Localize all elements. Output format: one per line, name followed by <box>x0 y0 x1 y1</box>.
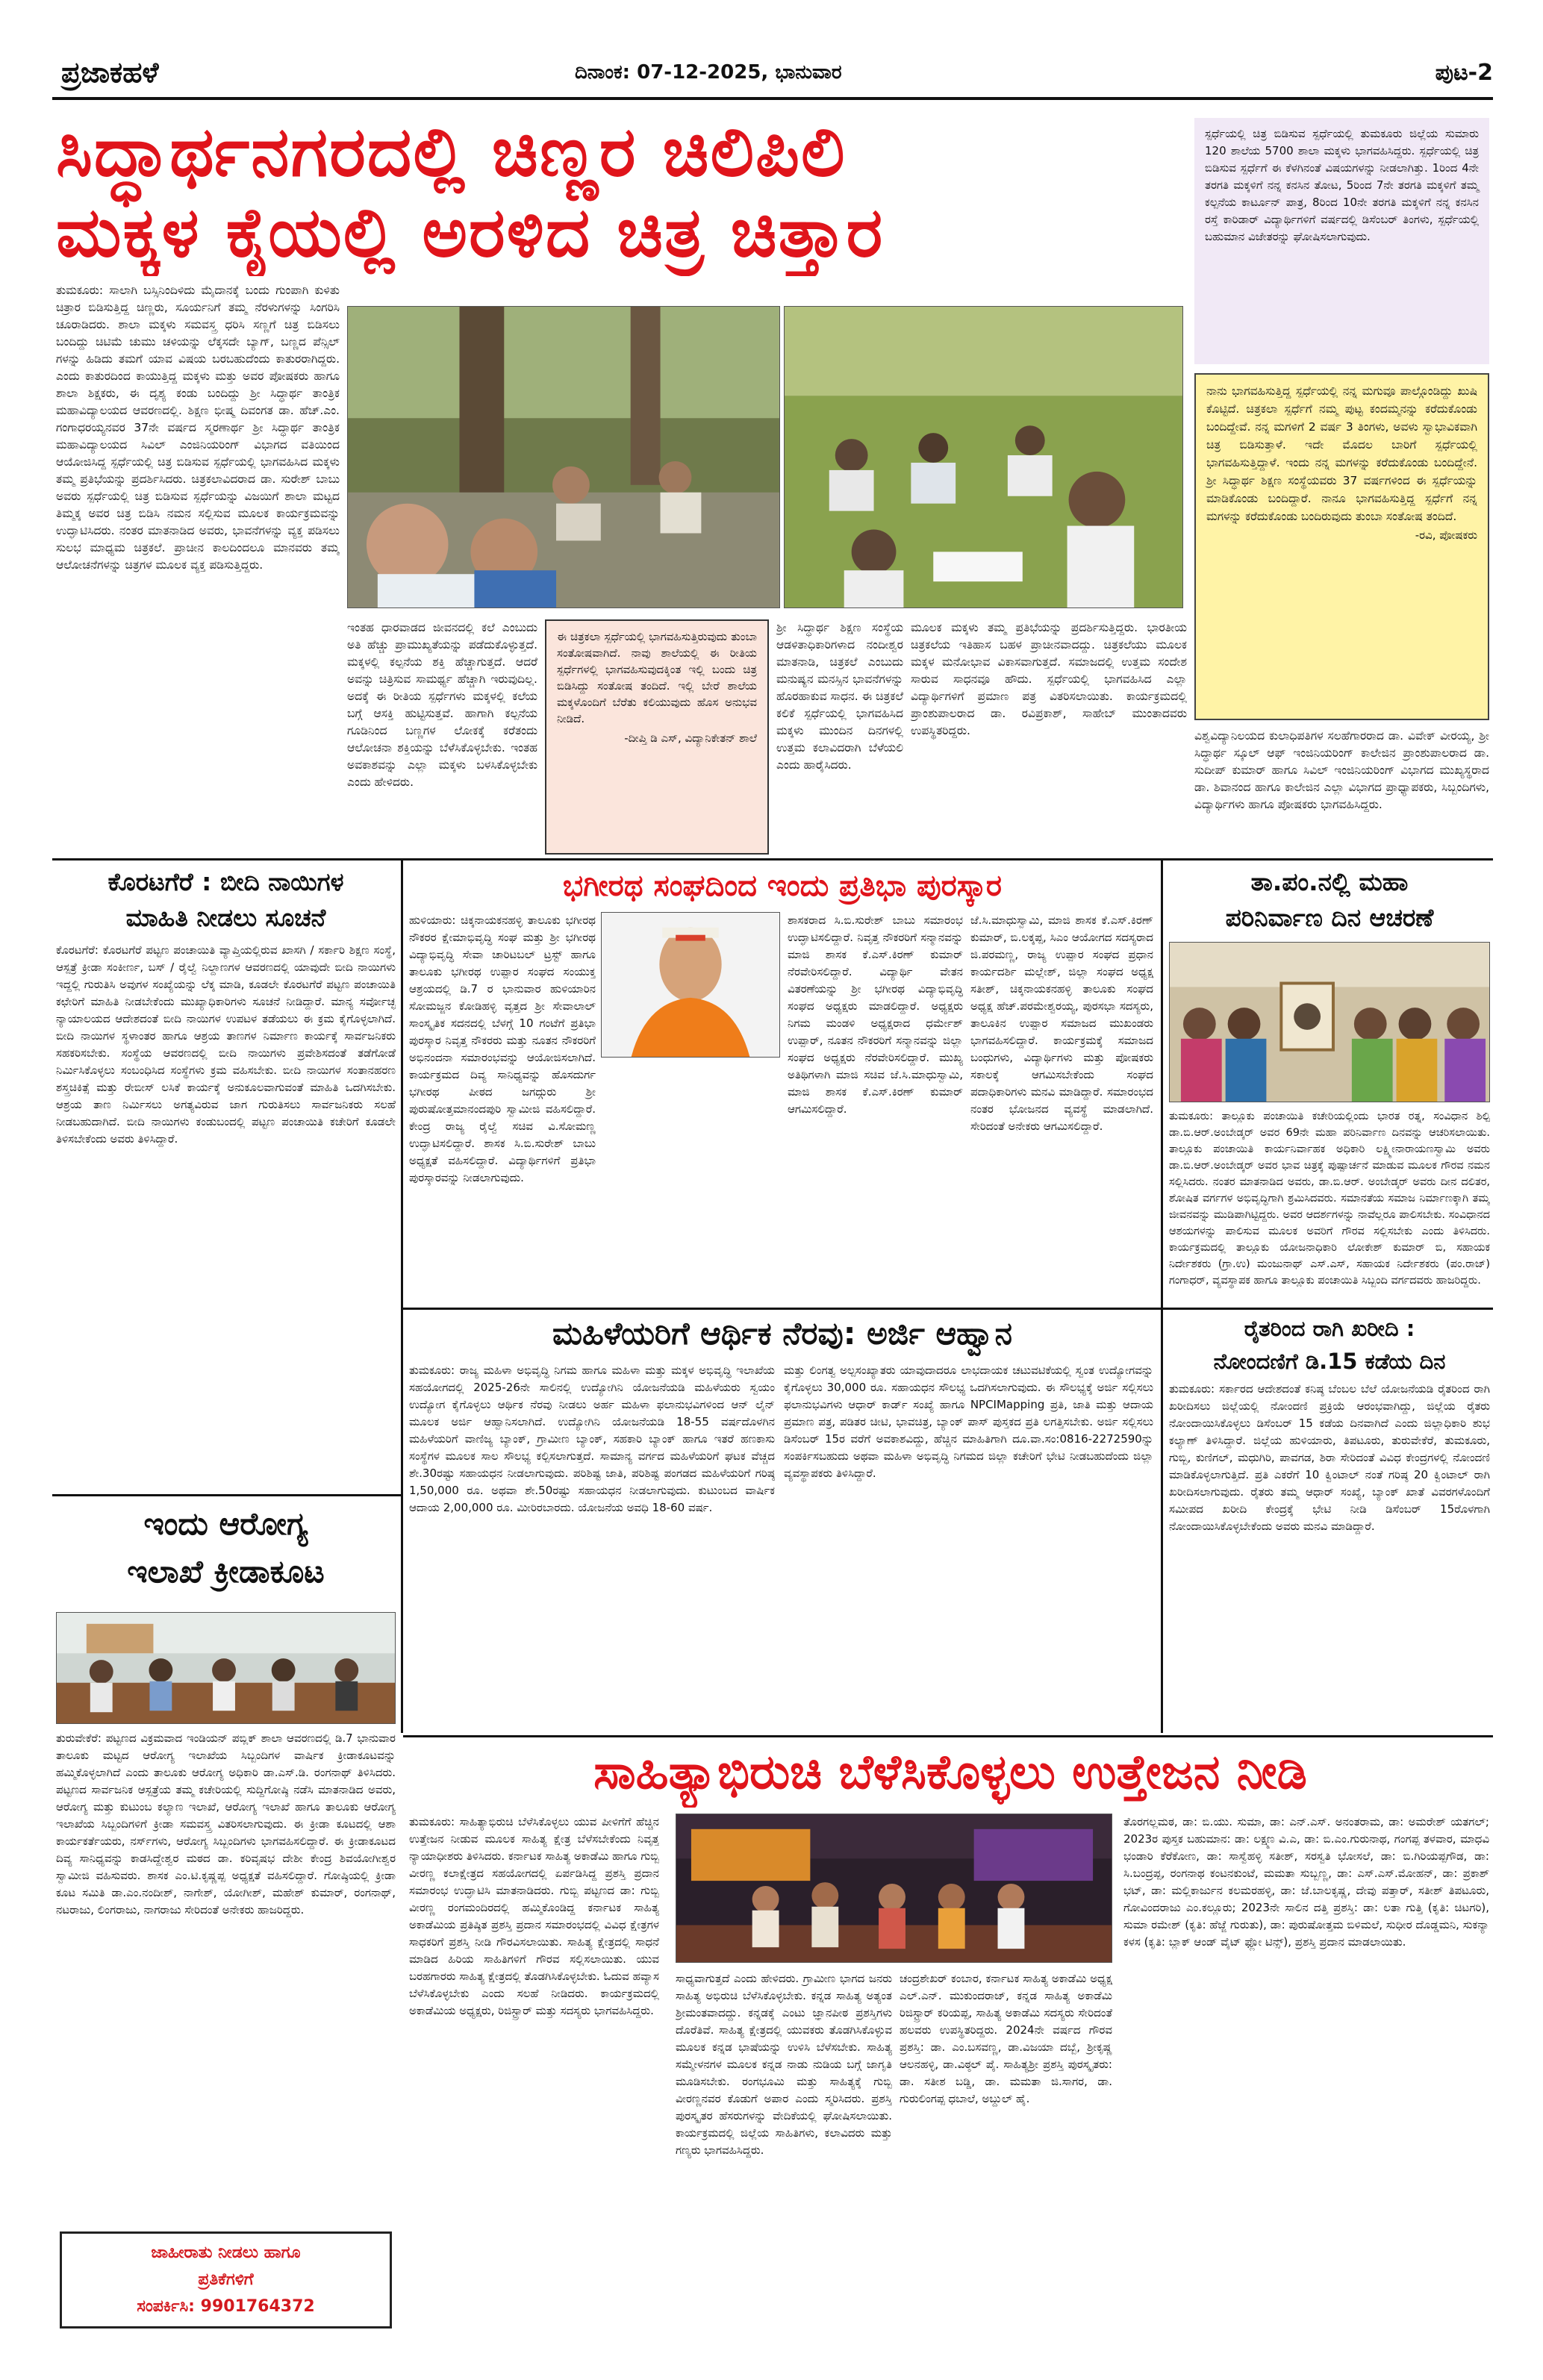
masthead <box>52 51 1493 96</box>
lead-right-top <box>1194 118 1489 364</box>
swamiji-photo <box>601 912 780 1058</box>
literature-heading: ಸಾಹಿತ್ಯಾಭಿರುಚಿ ಬೆಳೆಸಿಕೊಳ್ಳಲು ಉತ್ತೇಜನ ನೀಡಿ <box>593 1745 1307 1800</box>
lead-body-mid2: ಶ್ರೀ ಸಿದ್ಧಾರ್ಥ ಶಿಕ್ಷಣ ಸಂಸ್ಥೆಯ ಆಡಳಿತಾಧಿಕಾರಿಗಳಾದ ನಂದೀಶ್ವರ ಮಾತನಾಡಿ, ಚಿತ್ರಕಲೆ ಎಂಬುದು ಮನುಷ್ಯನ ಮನಸ್ಸಿನ ಭಾವನೆಗಳನ್ನು ಹೊರಹಾಕುವ ಸಾಧನ. ಈ ಚಿತ್ರಕಲೆ ಕಲಿಕೆ ಸ್ಪರ್ಧೆಯಲ್ಲಿ ಭಾಗವಹಿಸಿದ ಮಕ್ಕಳು ಮುಂದಿನ ದಿನಗಳಲ್ಲಿ ಉತ್ತಮ ಕಲಾವಿದರಾಗಿ ಬೆಳೆಯಲಿ ಎಂದು ಹಾರೈಸಿದರು. <box>776 621 903 772</box>
parinirvana-body: ತುಮಕೂರು: ತಾಲ್ಲೂಕು ಪಂಚಾಯಿತಿ ಕಚೇರಿಯಲ್ಲಿಂದು ಭಾರತ ರತ್ನ, ಸಂವಿಧಾನ ಶಿಲ್ಪಿ ಡಾ.ಬಿ.ಆರ್.ಅಂಬೇಡ್ಕರ್ ಅವರ 69ನೇ ಮಹಾ ಪರಿನಿರ್ವಾಣ ದಿನವನ್ನು ಆಚರಿಸಲಾಯಿತು. ತಾಲ್ಲೂಕು ಪಂಚಾಯಿತಿ ಕಾರ್ಯನಿರ್ವಾಹಕ ಅಧಿಕಾರಿ ಲಕ್ಷ್ಮೀನಾರಾಯಣಸ್ವಾಮಿ ಅವರು ಡಾ.ಬಿ.ಆರ್.ಅಂಬೇಡ್ಕರ್ ಅವರ ಭಾವ ಚಿತ್ರಕ್ಕೆ ಪುಷ್ಪಾರ್ಚನೆ ಮಾಡುವ ಮೂಲಕ ಗೌರವ ನಮನ ಸಲ್ಲಿಸಿದರು. ನಂತರ ಮಾತನಾಡಿದ ಅವರು, ಡಾ.ಬಿ.ಆರ್. ಅಂಬೇಡ್ಕರ್ ಅವರು ದೀನ ದಲಿತರ, ಶೋಷಿತ ವರ್ಗಗಳ ಅಭಿವೃದ್ಧಿಗಾಗಿ ಶ್ರಮಿಸಿದವರು. ಸಮಾನತೆಯ ಸಮಾಜ ನಿರ್ಮಾಣಕ್ಕಾಗಿ ತಮ್ಮ ಜೀವನವನ್ನು ಮುಡಿಪಾಗಿಟ್ಟಿದ್ದರು. ಅವರ ಆದರ್ಶಗಳನ್ನು ನಾವೆಲ್ಲರೂ ಪಾಲಿಸಬೇಕು. ಸಂವಿಧಾನದ ಆಶಯಗಳನ್ನು ಪಾಲಿಸುವ ಮೂಲಕ ಅವರಿಗೆ ಗೌರವ ಸಲ್ಲಿಸಬೇಕು ಎಂದು ತಿಳಿಸಿದರು. ಕಾರ್ಯಕ್ರಮದಲ್ಲಿ ತಾಲ್ಲೂಕು ಯೋಜನಾಧಿಕಾರಿ ಲೋಕೇಶ್ ಕುಮಾರ್ ಬಿ, ಸಹಾಯಕ ನಿರ್ದೇಶಕರು (ಗ್ರಾ.ಉ) ಮಂಜುನಾಥ್ ಎಸ್.ಎಸ್, ಸಹಾಯಕ ನಿರ್ದೇಶಕರು (ಪಂ.ರಾಜ್) ಗಂಗಾಧರ್, ವ್ಯವಸ್ಥಾಪಕ ಹಾಗೂ ತಾಲ್ಲೂಕು ಪಂಚಾಯಿತಿ ಸಿಬ್ಬಂದಿ ವರ್ಗದವರು ಹಾಜರಿದ್ದರು. <box>1169 1111 1490 1287</box>
col-rule-2 <box>1161 860 1163 1733</box>
bhagiratha-heading: ಭಗೀರಥ ಸಂಘದಿಂದ ಇಂದು ಪ್ರತಿಭಾ ಪುರಸ್ಕಾರ <box>562 869 1003 903</box>
ragi-body: ತುಮಕೂರು: ಸರ್ಕಾರದ ಆದೇಶದಂತೆ ಕನಿಷ್ಠ ಬೆಂಬಲ ಬೆಲೆ ಯೋಜನೆಯಡಿ ರೈತರಿಂದ ರಾಗಿ ಖರೀದಿಸಲು ಜಿಲ್ಲೆಯಲ್ಲಿ ನೋಂದಣಿ ಪ್ರಕ್ರಿಯೆ ಆರಂಭವಾಗಿದ್ದು, ಜಿಲ್ಲೆಯ ರೈತರು ನೋಂದಾಯಿಸಿಕೊಳ್ಳಲು ಡಿಸೆಂಬರ್ 15 ಕಡೆಯ ದಿನವಾಗಿದೆ ಎಂದು ಜಿಲ್ಲಾಧಿಕಾರಿ ಶುಭ ಕಲ್ಯಾಣ್ ತಿಳಿಸಿದ್ದಾರೆ. ಜಿಲ್ಲೆಯ ಹುಳಿಯಾರು, ತಿಪಟೂರು, ತುರುವೇಕೆರೆ, ತುಮಕೂರು, ಗುಬ್ಬಿ, ಕುಣಿಗಲ್, ಮಧುಗಿರಿ, ಪಾವಗಡ, ಶಿರಾ ಸೇರಿದಂತೆ ವಿವಿಧ ಕೇಂದ್ರಗಳಲ್ಲಿ ನೋಂದಣಿ ಮಾಡಿಕೊಳ್ಳಲಾಗುತ್ತಿದೆ. ಪ್ರತಿ ಎಕರೆಗೆ 10 ಕ್ವಿಂಟಾಲ್ ನಂತೆ ಗರಿಷ್ಠ 20 ಕ್ವಿಂಟಾಲ್ ರಾಗಿ ಖರೀದಿಸಲಾಗುವುದು. ರೈತರು ತಮ್ಮ ಆಧಾರ್ ಸಂಖ್ಯೆ, ಬ್ಯಾಂಕ್ ಖಾತೆ ವಿವರಗಳೊಂದಿಗೆ ಸಮೀಪದ ಖರೀದಿ ಕೇಂದ್ರಕ್ಕೆ ಭೇಟಿ ನೀಡಿ ಡಿಸೆಂಬರ್ 15ರೊಳಗಾಗಿ ನೋಂದಾಯಿಸಿಕೊಳ್ಳಬೇಕೆಂದು ಅವರು ಮನವಿ ಮಾಡಿದ್ದಾರೆ. <box>1169 1382 1490 1533</box>
lead-photo-left <box>347 306 780 608</box>
lead-right-bottom: ವಿಶ್ವವಿದ್ಯಾನಿಲಯದ ಕುಲಾಧಿಪತಿಗಳ ಸಲಹೆಗಾರರಾದ ಡಾ. ವಿವೇಕ್ ವೀರಯ್ಯ, ಶ್ರೀ ಸಿದ್ಧಾರ್ಥ ಸ್ಕೂಲ್ ಆಫ್ ಇಂಜಿನಿಯರಿಂಗ್ ಕಾಲೇಜಿನ ಪ್ರಾಂಶುಪಾಲರಾದ ಡಾ. ಸುದೀಪ್ ಕುಮಾರ್ ಹಾಗೂ ಸಿವಿಲ್ ಇಂಜಿನಿಯರಿಂಗ್ ವಿಭಾಗದ ಮುಖ್ಯಸ್ಥರಾದ ಡಾ. ಶಿವಾನಂದ ಹಾಗೂ ಕಾಲೇಜಿನ ಎಲ್ಲಾ ವಿಭಾಗದ ಪ್ರಾಧ್ಯಾಪಕರು, ಸಿಬ್ಬಂದಿಗಳು, ವಿದ್ಯಾರ್ಥಿಗಳು ಹಾಗೂ ಪೋಷಕರು ಭಾಗವಹಿಸಿದ್ದರು. <box>1194 729 1489 811</box>
ragi-heading-line2: ನೋಂದಣಿಗೆ ಡಿ.15 ಕಡೆಯ ದಿನ <box>1213 1349 1446 1372</box>
ad-line3: ಸಂಪರ್ಕಿಸಿ: 9901764372 <box>137 2297 315 2316</box>
page-number: ಪುಟ-2 <box>1435 60 1493 86</box>
ad-box <box>60 2231 392 2329</box>
bhagiratha-body-left: ಹುಳಿಯಾರು: ಚಿಕ್ಕನಾಯಕನಹಳ್ಳಿ ತಾಲೂಕು ಭಗೀರಥ ನೌಕರರ ಕ್ಷೇಮಾಭಿವೃದ್ಧಿ ಸಂಘ ಮತ್ತು ಶ್ರೀ ಭಗೀರಥ ವಿದ್ಯಾಭಿವೃದ್ಧಿ ಸೇವಾ ಚಾರಿಟಬಲ್ ಟ್ರಸ್ಟ್ ಹಾಗೂ ತಾಲೂಕು ಭಗೀರಥ ಉಪ್ಪಾರ ಸಂಘದ ಸಂಯುಕ್ತ ಆಶ್ರಯದಲ್ಲಿ ಡಿ.7 ರ ಭಾನುವಾರ ಹುಳಿಯಾರಿನ ಸೋಮಜ್ಜನ ಕೋಡಿಹಳ್ಳಿ ವೃತ್ತದ ಶ್ರೀ ಸೇವಾಲಾಲ್ ಸಾಂಸ್ಕೃತಿಕ ಸದನದಲ್ಲಿ ಬೆಳಗ್ಗೆ 10 ಗಂಟೆಗೆ ಪ್ರತಿಭಾ ಪುರಸ್ಕಾರ ನಿವೃತ್ತ ನೌಕರರು ಮತ್ತು ನೂತನ ನೌಕರರಿಗೆ ಅಭಿನಂದನಾ ಸಮಾರಂಭವನ್ನು ಆಯೋಜಿಸಲಾಗಿದೆ. ಕಾರ್ಯಕ್ರಮದ ದಿವ್ಯ ಸಾನಿಧ್ಯವನ್ನು ಹೊಸದುರ್ಗ ಭಗೀರಥ ಪೀಠದ ಜಗದ್ಗುರು ಶ್ರೀ ಪುರುಷೋತ್ತಮಾನಂದಪುರಿ ಸ್ವಾಮೀಜಿ ವಹಿಸಲಿದ್ದಾರೆ. ಕೇಂದ್ರ ರಾಜ್ಯ ರೈಲ್ವೆ ಸಚಿವ ವಿ.ಸೋಮಣ್ಣ ಉದ್ಘಾಟಿಸಲಿದ್ದಾರೆ. ಶಾಸಕ ಸಿ.ಬಿ.ಸುರೇಶ್ ಬಾಬು ಅಧ್ಯಕ್ಷತೆ ವಹಿಸಲಿದ್ದಾರೆ. ವಿದ್ಯಾರ್ಥಿಗಳಿಗೆ ಪ್ರತಿಭಾ ಪುರಸ್ಕಾರವನ್ನು ನೀಡಲಾಗುವುದು. <box>409 913 596 1184</box>
dogs-heading-line1: ಕೊರಟಗೆರೆ : ಬೀದಿ ನಾಯಿಗಳ <box>107 867 344 896</box>
ragi-heading-line1: ರೈತರಿಂದ ರಾಗಿ ಖರೀದಿ : <box>1244 1316 1415 1341</box>
paper-name: ಪ್ರಜಾಕಹಳೆ <box>61 55 159 89</box>
women-body-right: ಮತ್ತು ಲಿಂಗತ್ವ ಅಲ್ಪಸಂಖ್ಯಾತರು ಯಾವುದಾದರೂ ಲಾಭದಾಯಕ ಚಟುವಟಿಕೆಯಲ್ಲಿ ಸ್ವಂತ ಉದ್ಯೋಗವನ್ನು ಕೈಗೊಳ್ಳಲು 30,000 ರೂ. ಸಹಾಯಧನ ಸೌಲಭ್ಯ ಒದಗಿಸಲಾಗುವುದು. ಈ ಸೌಲಭ್ಯಕ್ಕೆ ಅರ್ಜಿ ಸಲ್ಲಿಸಲು ಫಲಾನುಭವಿಗಳು ಆಧಾರ್ ಕಾರ್ಡ್ ಸಂಖ್ಯೆ ಹಾಗೂ NPCIMapping ಪ್ರತಿ, ಜಾತಿ ಮತ್ತು ಆದಾಯ ಪ್ರಮಾಣ ಪತ್ರ, ಪಡಿತರ ಚೀಟಿ, ಭಾವಚಿತ್ರ, ಬ್ಯಾಂಕ್ ಪಾಸ್ ಪುಸ್ತಕದ ಪ್ರತಿ ಲಗತ್ತಿಸಬೇಕು. ಅರ್ಜಿ ಸಲ್ಲಿಸಲು ಡಿಸೆಂಬರ್ 15ರ ವರೆಗೆ ಅವಕಾಶವಿದ್ದು, ಹೆಚ್ಚಿನ ಮಾಹಿತಿಗಾಗಿ ದೂ.ವಾ.ಸಂ:0816-2272590ನ್ನು ಸಂಪರ್ಕಿಸಬಹುದು ಅಥವಾ ಮಹಿಳಾ ಅಭಿವೃದ್ಧಿ ನಿಗಮದ ಜಿಲ್ಲಾ ಕಚೇರಿಗೆ ಭೇಟಿ ನೀಡಬಹುದೆಂದು ಜಿಲ್ಲಾ ವ್ಯವಸ್ಥಾಪಕರು ತಿಳಿಸಿದ್ದಾರೆ. <box>784 1364 1153 1480</box>
lead-yellow-author: -ರವಿ, ಪೋಷಕರು <box>1415 528 1477 542</box>
lead-right-top-text: ಸ್ಪರ್ಧೆಯಲ್ಲಿ ಚಿತ್ರ ಬಿಡಿಸುವ ಸ್ಪರ್ಧೆಯಲ್ಲಿ ತುಮಕೂರು ಜಿಲ್ಲೆಯ ಸುಮಾರು 120 ಶಾಲೆಯ 5700 ಶಾಲಾ ಮಕ್ಕಳು ಭಾಗವಹಿಸಿದ್ದರು. ಸ್ಪರ್ಧೆಯಲ್ಲಿ ಚಿತ್ರ ಬಿಡಿಸುವ ಸ್ಪರ್ಧೆಗೆ ಈ ಕೆಳಗಿನಂತೆ ವಿಷಯಗಳನ್ನು ನೀಡಲಾಗಿತ್ತು. 1ರಿಂದ 4ನೇ ತರಗತಿ ಮಕ್ಕಳಿಗೆ ನನ್ನ ಕನಸಿನ ತೋಟ, 5ರಿಂದ 7ನೇ ತರಗತಿ ಮಕ್ಕಳಿಗೆ ತಮ್ಮ ಕಲ್ಪನೆಯ ಕಾರ್ಟೂನ್ ಪಾತ್ರ, 8ರಿಂದ 10ನೇ ತರಗತಿ ಮಕ್ಕಳಿಗೆ ನನ್ನ ಕನಸಿನ ರಸ್ತೆ ಕಾರಿಡಾರ್ ವಿದ್ಯಾರ್ಥಿಗಳಿಗೆ ವರ್ಷದಲ್ಲಿ ಡಿಸೆಂಬರ್ ತಿಂಗಳು, ಸ್ಪರ್ಧೆಯಲ್ಲಿ ಬಹುಮಾನ ವಿಜೇತರನ್ನು ಘೋಷಿಸಲಾಗುವುದು. <box>1205 127 1479 243</box>
dogs-body: ಕೊರಟಗೆರೆ: ಕೊರಟಗೆರೆ ಪಟ್ಟಣ ಪಂಚಾಯಿತಿ ವ್ಯಾಪ್ತಿಯಲ್ಲಿರುವ ಖಾಸಗಿ / ಸರ್ಕಾರಿ ಶಿಕ್ಷಣ ಸಂಸ್ಥೆ, ಆಸ್ಪತ್ರೆ ಕ್ರೀಡಾ ಸಂಕೀರ್ಣ, ಬಸ್ / ರೈಲ್ವೆ ನಿಲ್ದಾಣಗಳ ಆವರಣದಲ್ಲಿ ಯಾವುದೇ ಬೀದಿ ನಾಯಿಗಳು ಇದ್ದಲ್ಲಿ ಗುರುತಿಸಿ ಅವುಗಳ ಸಂಖ್ಯೆಯನ್ನು ಲೆಕ್ಕ ಮಾಡಿ, ಕೂಡಲೇ ಕೊರಟಗೆರೆ ಪಟ್ಟಣ ಪಂಚಾಯಿತಿ ಕಛೇರಿಗೆ ಮಾಹಿತಿ ನೀಡಬೇಕೆಂದು ಮುಖ್ಯಾಧಿಕಾರಿಗಳು ಸೂಚನೆ ನೀಡಿದ್ದಾರೆ. ಮಾನ್ಯ ಸರ್ವೋಚ್ಛ ನ್ಯಾಯಾಲಯದ ಆದೇಶದಂತೆ ಬೀದಿ ನಾಯಿಗಳ ಉಪಟಳ ತಡೆಯಲು ಈ ಕ್ರಮ ಕೈಗೊಳ್ಳಲಾಗಿದೆ. ಬೀದಿ ನಾಯಿಗಳ ಸ್ಥಳಾಂತರ ಹಾಗೂ ಆಶ್ರಯ ತಾಣಗಳ ನಿರ್ಮಾಣ ಕಾರ್ಯಕ್ಕೆ ಸಾರ್ವಜನಿಕರು ಸಹಕರಿಸಬೇಕು. ಸಂಸ್ಥೆಯ ಆವರಣದಲ್ಲಿ ಬೀದಿ ನಾಯಿಗಳು ಪ್ರವೇಶಿಸದಂತೆ ತಡೆಗೋಡೆ ನಿರ್ಮಿಸಿಕೊಳ್ಳಲು ಸಂಬಂಧಿಸಿದ ಸಂಸ್ಥೆಗಳು ಕ್ರಮ ವಹಿಸಬೇಕು. ಬೀದಿ ನಾಯಿಗಳ ಸಂತಾನಹರಣ ಶಸ್ತ್ರಚಿಕಿತ್ಸೆ ಮತ್ತು ರೇಬೀಸ್ ಲಸಿಕೆ ಕಾರ್ಯಕ್ಕೆ ಅನುಕೂಲವಾಗುವಂತೆ ಮಾಹಿತಿ ಒದಗಿಸಬೇಕು. ಆಶ್ರಯ ತಾಣ ನಿರ್ಮಿಸಲು ಅಗತ್ಯವಿರುವ ಜಾಗ ಗುರುತಿಸಲು ಸಾರ್ವಜನಿಕರು ಸಲಹೆ ನೀಡಬಹುದಾಗಿದೆ. ಬೀದಿ ನಾಯಿಗಳು ಕಂಡುಬಂದಲ್ಲಿ ಪಟ್ಟಣ ಪಂಚಾಯಿತಿ ಕಚೇರಿಗೆ ಕೂಡಲೇ ತಿಳಿಸಬೇಕೆಂದು ಅವರು ತಿಳಿಸಿದ್ದಾರೆ. <box>56 943 396 1146</box>
lead-photo-right <box>784 306 1183 608</box>
lead-yellow-box <box>1194 373 1489 720</box>
lead-headline-line1: ಸಿದ್ಧಾರ್ಥನಗರದಲ್ಲಿ ಚಿಣ್ಣರ ಚಿಲಿಪಿಲಿ <box>56 112 847 192</box>
literature-body-left: ತುಮಕೂರು: ಸಾಹಿತ್ಯಾಭಿರುಚಿ ಬೆಳೆಸಿಕೊಳ್ಳಲು ಯುವ ಪೀಳಿಗೆಗೆ ಹೆಚ್ಚಿನ ಉತ್ತೇಜನ ನೀಡುವ ಮೂಲಕ ಸಾಹಿತ್ಯ ಕ್ಷೇತ್ರ ಬೆಳೆಸಬೇಕೆಂದು ನಿವೃತ್ತ ನ್ಯಾಯಾಧೀಶರು ತಿಳಿಸಿದರು. ಕರ್ನಾಟಕ ಸಾಹಿತ್ಯ ಅಕಾಡೆಮಿ ಹಾಗೂ ಗುಬ್ಬಿ ವೀರಣ್ಣ ಕಲಾಕ್ಷೇತ್ರದ ಸಹಯೋಗದಲ್ಲಿ ಏರ್ಪಡಿಸಿದ್ದ ಪ್ರಶಸ್ತಿ ಪ್ರದಾನ ಸಮಾರಂಭ ಉದ್ಘಾಟಿಸಿ ಮಾತನಾಡಿದರು. ಗುಬ್ಬಿ ಪಟ್ಟಣದ ಡಾ: ಗುಬ್ಬಿ ವೀರಣ್ಣ ರಂಗಮಂದಿರದಲ್ಲಿ ಹಮ್ಮಿಕೊಂಡಿದ್ದ ಕರ್ನಾಟಕ ಸಾಹಿತ್ಯ ಅಕಾಡೆಮಿಯ ಪ್ರತಿಷ್ಠಿತ ಪ್ರಶಸ್ತಿ ಪ್ರದಾನ ಸಮಾರಂಭದಲ್ಲಿ ವಿವಿಧ ಕ್ಷೇತ್ರಗಳ ಸಾಧಕರಿಗೆ ಪ್ರಶಸ್ತಿ ನೀಡಿ ಗೌರವಿಸಲಾಯಿತು. ಸಾಹಿತ್ಯ ಕ್ಷೇತ್ರದಲ್ಲಿ ಸಾಧನೆ ಮಾಡಿದ ಹಿರಿಯ ಸಾಹಿತಿಗಳಿಗೆ ಗೌರವ ಸಲ್ಲಿಸಲಾಯಿತು. ಯುವ ಬರಹಗಾರರು ಸಾಹಿತ್ಯ ಕ್ಷೇತ್ರದಲ್ಲಿ ತೊಡಗಿಸಿಕೊಳ್ಳಬೇಕು. ಓದುವ ಹವ್ಯಾಸ ಬೆಳೆಸಿಕೊಳ್ಳಬೇಕು ಎಂದು ಸಲಹೆ ನೀಡಿದರು. ಕಾರ್ಯಕ್ರಮದಲ್ಲಿ ಅಕಾಡೆಮಿಯ ಅಧ್ಯಕ್ಷರು, ರಿಜಿಸ್ಟ್ರಾರ್ ಮತ್ತು ಸದಸ್ಯರು ಭಾಗವಹಿಸಿದ್ದರು. <box>409 1815 659 2017</box>
lead-quote-author: -ದೀಪ್ತಿ ಡಿ ಎಸ್, ವಿದ್ಯಾನಿಕೇತನ್ ಶಾಲೆ <box>624 731 757 745</box>
women-heading: ಮಹಿಳೆಯರಿಗೆ ಆರ್ಥಿಕ ನೆರವು: ಅರ್ಜಿ ಆಹ್ವಾನ <box>552 1315 1012 1352</box>
sports-heading-line2: ಇಲಾಖೆ ಕ್ರೀಡಾಕೂಟ <box>127 1553 325 1590</box>
col-rule-1 <box>401 860 403 1733</box>
women-story <box>409 1312 1156 1357</box>
dogs-heading-line2: ಮಾಹಿತಿ ನೀಡಲು ಸೂಚನೆ <box>125 903 326 932</box>
ragi-story <box>1169 1312 1490 1372</box>
sports-photo <box>56 1612 396 1724</box>
lead-body-mid1: ಇಂತಹ ಧಾರವಾಡದ ಜೀವನದಲ್ಲಿ ಕಲೆ ಎಂಬುದು ಅತಿ ಹೆಚ್ಚು ಪ್ರಾಮುಖ್ಯತೆಯನ್ನು ಪಡೆದುಕೊಳ್ಳುತ್ತದೆ. ಮಕ್ಕಳಲ್ಲಿ ಕಲ್ಪನೆಯ ಶಕ್ತಿ ಹೆಚ್ಚಾಗುತ್ತದೆ. ಆದರೆ ಅವನ್ನು ಚಿತ್ರಿಸುವ ಸಾಮರ್ಥ್ಯ ಹೆಚ್ಚಾಗಿ ಇರುವುದಿಲ್ಲ. ಅದಕ್ಕೆ ಈ ರೀತಿಯ ಸ್ಪರ್ಧೆಗಳು ಮಕ್ಕಳಲ್ಲಿ ಕಲೆಯ ಬಗ್ಗೆ ಆಸಕ್ತಿ ಹುಟ್ಟಿಸುತ್ತವೆ. ಹಾಗಾಗಿ ಕಲ್ಪನೆಯ ಗೂಡಿನಿಂದ ಬಣ್ಣಗಳ ಲೋಕಕ್ಕೆ ಕರೆತಂದು ಆಲೋಚನಾ ಶಕ್ತಿಯನ್ನು ಬೆಳೆಸಿಕೊಳ್ಳಬೇಕು. ಇಂತಹ ಅವಕಾಶವನ್ನು ಎಲ್ಲಾ ಮಕ್ಕಳು ಬಳಸಿಕೊಳ್ಳಬೇಕು ಎಂದು ಹೇಳಿದರು. <box>347 621 537 789</box>
lead-yellow-text: ನಾನು ಭಾಗವಹಿಸುತ್ತಿದ್ದ ಸ್ಪರ್ಧೆಯಲ್ಲಿ ನನ್ನ ಮಗುವೂ ಪಾಲ್ಗೊಂಡಿದ್ದು ಖುಷಿ ಕೊಟ್ಟಿದೆ. ಚಿತ್ರಕಲಾ ಸ್ಪರ್ಧೆಗೆ ನಮ್ಮ ಪುಟ್ಟ ಕಂದಮ್ಮನನ್ನು ಕರೆದುಕೊಂಡು ಬಂದಿದ್ದೇವೆ. ನನ್ನ ಮಗಳಿಗೆ 2 ವರ್ಷ 3 ತಿಂಗಳು, ಅವಳು ಸ್ವಾಭಾವಿಕವಾಗಿ ಚಿತ್ರ ಬಿಡಿಸುತ್ತಾಳೆ. ಇದೇ ಮೊದಲ ಬಾರಿಗೆ ಸ್ಪರ್ಧೆಯಲ್ಲಿ ಭಾಗವಹಿಸುತ್ತಿದ್ದಾಳೆ. ಇಂದು ನನ್ನ ಮಗಳನ್ನು ಕರೆದುಕೊಂಡು ಬಂದಿದ್ದೇನೆ. ಶ್ರೀ ಸಿದ್ಧಾರ್ಥ ಶಿಕ್ಷಣ ಸಂಸ್ಥೆಯವರು 37 ವರ್ಷಗಳಿಂದ ಈ ಸ್ಪರ್ಧೆಯನ್ನು ಮಾಡಿಕೊಂಡು ಬಂದಿದ್ದಾರೆ. ನಾನೂ ಭಾಗವಹಿಸುತ್ತಿದ್ದ ಸ್ಪರ್ಧೆಗೆ ನನ್ನ ಮಗಳನ್ನು ಕರೆದುಕೊಂಡು ಬಂದಿರುವುದು ತುಂಬಾ ಸಂತೋಷ ತಂದಿದೆ. <box>1206 384 1477 523</box>
parinirvana-photo <box>1169 942 1490 1102</box>
ad-line2: ಪ್ರತಿಕೆಗಳಿಗೆ <box>198 2270 254 2289</box>
ad-line1: ಜಾಹೀರಾತು ನೀಡಲು ಹಾಗೂ <box>151 2243 301 2262</box>
parinirvana-heading-line1: ತಾ.ಪಂ.ನಲ್ಲಿ ಮಹಾ <box>1250 867 1409 896</box>
section-rule-1 <box>52 858 1493 861</box>
lead-quote-text: ಈ ಚಿತ್ರಕಲಾ ಸ್ಪರ್ಧೆಯಲ್ಲಿ ಭಾಗವಹಿಸುತ್ತಿರುವುದು ತುಂಬಾ ಸಂತೋಷವಾಗಿದೆ. ನಾವು ಶಾಲೆಯಲ್ಲಿ ಈ ರೀತಿಯ ಸ್ಪರ್ಧೆಗಳಲ್ಲಿ ಭಾಗವಹಿಸುವುದಕ್ಕಿಂತ ಇಲ್ಲಿ ಬಂದು ಚಿತ್ರ ಬಿಡಿಸಿದ್ದು ಸಂತೋಷ ತಂದಿದೆ. ಇಲ್ಲಿ ಬೇರೆ ಶಾಲೆಯ ಮಕ್ಕಳೊಂದಿಗೆ ಬೆರೆತು ಕಲಿಯುವುದು ಹೊಸ ಅನುಭವ ನೀಡಿದೆ. <box>557 630 757 725</box>
lead-quote-box <box>545 619 769 855</box>
bhagiratha-body-right: ಜೆ.ಸಿ.ಮಾಧುಸ್ವಾಮಿ, ಮಾಜಿ ಶಾಸಕ ಕೆ.ಎಸ್.ಕಿರಣ್ ಕುಮಾರ್, ಬಿ.ಲಕ್ಕಪ್ಪ, ಸಿಎಂ ಆಯೋಗದ ಸದಸ್ಯರಾದ ಜಿ.ಪರಮಣ್ಣ, ರಾಜ್ಯ ಉಪ್ಪಾರ ಸಂಘದ ಪ್ರಧಾನ ಕಾರ್ಯದರ್ಶಿ ಮಲ್ಲೇಶ್, ಜಿಲ್ಲಾ ಸಂಘದ ಅಧ್ಯಕ್ಷ ಸತೀಶ್, ಚಿಕ್ಕನಾಯಕನಹಳ್ಳಿ ತಾಲೂಕು ಸಂಘದ ಅಧ್ಯಕ್ಷ ಹೆಚ್.ಪರಮೇಶ್ವರಯ್ಯ, ಪುರಸಭಾ ಸದಸ್ಯರು, ತಾಲೂಕಿನ ಉಪ್ಪಾರ ಸಮಾಜದ ಮುಖಂಡರು ಭಾಗವಹಿಸಲಿದ್ದಾರೆ. ಕಾರ್ಯಕ್ರಮಕ್ಕೆ ಸಮಾಜದ ಬಂಧುಗಳು, ವಿದ್ಯಾರ್ಥಿಗಳು ಮತ್ತು ಪೋಷಕರು ಸಕಾಲಕ್ಕೆ ಆಗಮಿಸಬೇಕೆಂದು ಸಂಘದ ಪದಾಧಿಕಾರಿಗಳು ಮನವಿ ಮಾಡಿದ್ದಾರೆ. ಸಮಾರಂಭದ ನಂತರ ಭೋಜನದ ವ್ಯವಸ್ಥೆ ಮಾಡಲಾಗಿದೆ. ಸೇರಿದಂತೆ ಅನೇಕರು ಆಗಮಿಸಲಿದ್ದಾರೆ. <box>970 913 1153 1133</box>
literature-body-right: ತೊರಗಲ್ಲಮಠ, ಡಾ: ಬಿ.ಯು. ಸುಮಾ, ಡಾ: ಎನ್.ಎಸ್. ಅನಂತರಾಮ, ಡಾ: ಅಮರೇಶ್ ಯತಗಲ್; 2023ರ ಪುಸ್ತಕ ಬಹುಮಾನ: ಡಾ: ಲಕ್ಷ್ಮಣ ವಿ.ಎ, ಡಾ: ಬಿ.ಎಂ.ಗುರುನಾಥ, ಗಂಗಪ್ಪ ತಳವಾರ, ಮಾಧವಿ ಭಂಡಾರಿ ಕೆರೆಕೋಣ, ಡಾ: ಸಾಸ್ವೆಹಳ್ಳಿ ಸತೀಶ್, ಸರಸ್ವತಿ ಭೋಸಲೆ, ಡಾ: ಬಿ.ಗಿರಿಯಪ್ಪಗೌಡ, ಡಾ: ಸಿ.ಬಂದ್ರಪ್ಪ, ರಂಗನಾಥ ಕಂಟನಕುಂಟೆ, ಮಮತಾ ಸುಬ್ಬಣ್ಣ, ಡಾ: ಎಸ್.ಎಸ್.ಮೋಹನ್, ಡಾ: ಪ್ರಕಾಶ್ ಭಟ್, ಡಾ: ಮಲ್ಲಿಕಾರ್ಜುನ ಕಲಮರಹಳ್ಳಿ, ಡಾ: ಜೆ.ಬಾಲಕೃಷ್ಣ, ದೇವು ಪತ್ತಾರ್, ಸತೀಶ್ ತಿಪಟೂರು, ಗೋವಿಂದರಾಜು ಎಂ.ಕಲ್ಲೂರು; 2023ನೇ ಸಾಲಿನ ದತ್ತಿ ಪ್ರಶಸ್ತಿ: ಡಾ: ಲತಾ ಗುತ್ತಿ (ಕೃತಿ: ಚಿಟಗರಿ), ಸುಮಾ ರಮೇಶ್ (ಕೃತಿ: ಹೆಜ್ಜೆ ಗುರುತು), ಡಾ: ಪುರುಷೋತ್ತಮ ಬಿಳಿಮಲೆ, ಸುಧೀರ ದೊಡ್ಡಮನಿ, ಸುಕನ್ಯಾ ಕಳಸ (ಕೃತಿ: ಬ್ಲಾಕ್ ಆಂಡ್ ವೈಟ್ ಫ್ಲೋ ಟಿನ್ಸ್), ಪ್ರಶಸ್ತಿ ಪ್ರದಾನ ಮಾಡಲಾಯಿತು. <box>1123 1815 1489 1949</box>
date-line: ದಿನಾಂಕ: 07-12-2025, ಭಾನುವಾರ <box>575 61 842 84</box>
literature-photo <box>676 1814 1112 1963</box>
dogs-story <box>56 864 396 1491</box>
lead-body-mid3: ಮೂಲಕ ಮಕ್ಕಳು ತಮ್ಮ ಪ್ರತಿಭೆಯನ್ನು ಪ್ರದರ್ಶಿಸುತ್ತಿದ್ದರು. ಭಾರತೀಯ ಚಿತ್ರಕಲೆಯ ಇತಿಹಾಸ ಬಹಳ ಪ್ರಾಚೀನವಾದದ್ದು. ಚಿತ್ರಕಲೆಯು ಮೂಲಕ ಮಕ್ಕಳ ಮನೋಭಾವ ವಿಕಾಸವಾಗುತ್ತದೆ. ಸಮಾಜದಲ್ಲಿ ಉತ್ತಮ ಸಂದೇಶ ಸಾರುವ ಸಾಧನವೂ ಹೌದು. ಸ್ಪರ್ಧೆಯಲ್ಲಿ ಭಾಗವಹಿಸಿದ ಎಲ್ಲಾ ವಿದ್ಯಾರ್ಥಿಗಳಿಗೆ ಪ್ರಮಾಣ ಪತ್ರ ವಿತರಿಸಲಾಯಿತು. ಕಾರ್ಯಕ್ರಮದಲ್ಲಿ ಪ್ರಾಂಶುಪಾಲರಾದ ಡಾ. ರವಿಪ್ರಕಾಶ್, ಸಾಹೇಬ್ ಮುಂತಾದವರು ಉಪಸ್ಥಿತರಿದ್ದರು. <box>911 621 1187 737</box>
section-rule-3 <box>52 1494 401 1496</box>
lead-headline <box>56 112 1183 276</box>
parinirvana-heading-line2: ಪರಿನಿರ್ವಾಣ ದಿನ ಆಚರಣೆ <box>1225 903 1434 932</box>
lead-body-left: ತುಮಕೂರು: ಸಾಲಾಗಿ ಬಸ್ಸಿನಿಂದಿಳಿದು ಮೈದಾನಕ್ಕೆ ಬಂದು ಗುಂಪಾಗಿ ಕುಳಿತು ಚಿತ್ರಾರ ಬಿಡಿಸುತ್ತಿದ್ದ ಚಿಣ್ಣರು, ಸೂರ್ಯನಿಗೆ ತಮ್ಮ ನೆರಳುಗಳನ್ನು ಸಿಂಗರಿಸಿ ಚೂರಾಡಿದರು. ಶಾಲಾ ಮಕ್ಕಳು ಸಮವಸ್ತ್ರ ಧರಿಸಿ ಸಣ್ಣಗೆ ಚಿತ್ರ ಬಿಡಿಸಲು ಬಂದಿದ್ದು ಚಿಟಿಮೆ ಚುಮು ಚಳಿಯನ್ನು ಲೆಕ್ಕಸದೇ ಬ್ಯಾಗ್, ಬಣ್ಣದ ಪೆನ್ಸಿಲ್ ಗಳನ್ನು ಹಿಡಿದು ತಮಗೆ ಯಾವ ವಿಷಯ ಬರಬಹುದೆಂದು ಕಾತುರರಾಗಿದ್ದರು. ಎಂದು ಕಾತುರದಿಂದ ಕಾಯುತ್ತಿದ್ದ ಮಕ್ಕಳು ಮತ್ತು ಅವರ ಪೋಷಕರು ಹಾಗೂ ಶಾಲಾ ಶಿಕ್ಷಕರು, ಈ ದೃಶ್ಯ ಕಂಡು ಬಂದಿದ್ದು ಶ್ರೀ ಸಿದ್ಧಾರ್ಥ ತಾಂತ್ರಿಕ ಮಹಾವಿದ್ಯಾಲಯದ ಆವರಣದಲ್ಲಿ. ಶಿಕ್ಷಣ ಭೀಷ್ಮ ದಿವಂಗತ ಡಾ. ಹೆಚ್.ಎಂ. ಗಂಗಾಧರಯ್ಯನವರ 37ನೇ ವರ್ಷದ ಸ್ಮರಣಾರ್ಥ ಶ್ರೀ ಸಿದ್ಧಾರ್ಥ ತಾಂತ್ರಿಕ ಮಹಾವಿದ್ಯಾಲಯದ ಸಿವಿಲ್ ಎಂಜಿನಿಯರಿಂಗ್ ವಿಭಾಗದ ವತಿಯಿಂದ ಆಯೋಜಿಸಿದ್ದ ಸ್ಪರ್ಧೆಯಲ್ಲಿ ಚಿತ್ರ ಬಿಡಿಸುವ ಸ್ಪರ್ಧೆಯಲ್ಲಿ ಭಾಗವಹಿಸಿದ ಮಕ್ಕಳು ತಮ್ಮ ಪ್ರತಿಭೆಯನ್ನು ಪ್ರದರ್ಶಿಸಿದರು. ಚಿತ್ರಕಲಾವಿದರಾದ ಡಾ. ಸುರೇಶ್ ಬಾಬು ಅವರು ಸ್ಪರ್ಧೆಯಲ್ಲಿ ಚಿತ್ರ ಬಿಡಿಸುವ ಸ್ಪರ್ಧೆಯನ್ನು ವಿಜಯಿಗೆ ಶಾಲಾ ಮಟ್ಟದ ತಿಮ್ಮಕ್ಕ ಅವರ ಚಿತ್ರ ಬಿಡಿಸಿ ನಮನ ಸಲ್ಲಿಸುವ ಮೂಲಕ ಕಾರ್ಯಕ್ರಮವನ್ನು ಉದ್ಘಾಟಿಸಿದರು. ನಂತರ ಮಾತನಾಡಿದ ಅವರು, ಭಾವನೆಗಳನ್ನು ವ್ಯಕ್ತ ಪಡಿಸಲು ಸುಲಭ ಮಾಧ್ಯಮ ಚಿತ್ರಕಲೆ. ಪ್ರಾಚೀನ ಕಾಲದಿಂದಲೂ ಮಾನವರು ತಮ್ಮ ಆಲೋಚನೆಗಳನ್ನು ಚಿತ್ರಗಳ ಮೂಲಕ ವ್ಯಕ್ತ ಪಡಿಸುತ್ತಿದ್ದರು. <box>56 284 340 572</box>
sports-body: ತುರುವೇಕೆರೆ: ಪಟ್ಟಣದ ವಿಕ್ರಮವಾದ ಇಂಡಿಯನ್ ಪಬ್ಲಿಕ್ ಶಾಲಾ ಆವರಣದಲ್ಲಿ ಡಿ.7 ಭಾನುವಾರ ತಾಲೂಕು ಮಟ್ಟದ ಆರೋಗ್ಯ ಇಲಾಖೆಯ ಸಿಬ್ಬಂದಿಗಳ ವಾರ್ಷಿಕ ಕ್ರೀಡಾಕೂಟವನ್ನು ಹಮ್ಮಿಕೊಳ್ಳಲಾಗಿದೆ ಎಂದು ತಾಲೂಕು ಆರೋಗ್ಯ ಅಧಿಕಾರಿ ಡಾ.ಎಸ್.ಡಿ. ರಂಗನಾಥ್ ತಿಳಿಸಿದರು. ಪಟ್ಟಣದ ಸಾರ್ವಜನಿಕ ಆಸ್ಪತ್ರೆಯ ತಮ್ಮ ಕಚೇರಿಯಲ್ಲಿ ಸುದ್ದಿಗೋಷ್ಠಿ ನಡೆಸಿ ಮಾತನಾಡಿದ ಅವರು, ಆರೋಗ್ಯ ಮತ್ತು ಕುಟುಂಬ ಕಲ್ಯಾಣ ಇಲಾಖೆ, ಆರೋಗ್ಯ ಇಲಾಖೆ ಹಾಗೂ ತಾಲೂಕು ಆರೋಗ್ಯ ಇಲಾಖೆಯ ಸಿಬ್ಬಂದಿಗಳಿಗೆ ಕ್ರೀಡಾ ಸಮವಸ್ತ್ರ ವಿತರಿಸಲಾಗುವುದು. ಈ ಕ್ರೀಡಾ ಕೂಟದಲ್ಲಿ ಆಶಾ ಕಾರ್ಯಕರ್ತೆಯರು, ನರ್ಸ್‌ಗಳು, ಆರೋಗ್ಯ ಸಿಬ್ಬಂದಿಗಳು ಭಾಗವಹಿಸಲಿದ್ದಾರೆ. ಈ ಕ್ರೀಡಾಕೂಟದ ದಿವ್ಯ ಸಾನಿಧ್ಯವನ್ನು ಕಾಡಸಿದ್ದೇಶ್ವರ ಮಠದ ಡಾ. ಕರಿವೃಷಭ ದೇಶೀ ಕೇಂದ್ರ ಶಿವಯೋಗೀಶ್ವರ ಸ್ವಾಮೀಜಿ ವಹಿಸುವರು. ಶಾಸಕ ಎಂ.ಟಿ.ಕೃಷ್ಣಪ್ಪ ಅಧ್ಯಕ್ಷತೆ ವಹಿಸಲಿದ್ದಾರೆ. ಗೋಷ್ಠಿಯಲ್ಲಿ ಕ್ರೀಡಾ ಕೂಟ ಸಮಿತಿ ಡಾ.ಎಂ.ನಂದೀಶ್, ನಾಗೇಶ್, ಯೋಗೀಶ್, ಮಹೇಶ್ ಕುಮಾರ್, ರಂಗನಾಥ್, ನಟರಾಜು, ಲಿಂಗರಾಜು, ನಾಗರಾಜು ಸೇರಿದಂತೆ ಅನೇಕರು ಹಾಜರಿದ್ದರು. <box>56 1731 396 1917</box>
bhagiratha-body-mid: ಶಾಸಕರಾದ ಸಿ.ಬಿ.ಸುರೇಶ್ ಬಾಬು ಸಮಾರಂಭ ಉದ್ಘಾಟಿಸಲಿದ್ದಾರೆ. ನಿವೃತ್ತ ನೌಕರರಿಗೆ ಸನ್ಮಾನವನ್ನು ಮಾಜಿ ಶಾಸಕ ಕೆ.ಎಸ್.ಕಿರಣ್ ಕುಮಾರ್ ನೆರವೇರಿಸಲಿದ್ದಾರೆ. ವಿದ್ಯಾರ್ಥಿ ವೇತನ ವಿತರಣೆಯನ್ನು ಶ್ರೀ ಭಗೀರಥ ವಿದ್ಯಾಭಿವೃದ್ಧಿ ಸಂಘದ ಅಧ್ಯಕ್ಷರು ಮಾಡಲಿದ್ದಾರೆ. ಅಧ್ಯಕ್ಷರು ನಿಗಮ ಮಂಡಳಿ ಅಧ್ಯಕ್ಷರಾದ ಧರ್ಮೇಶ್ ಉಪ್ಪಾರ್, ನೂತನ ನೌಕರರಿಗೆ ಸನ್ಮಾನವನ್ನು ಜಿಲ್ಲಾ ಸಂಘದ ಅಧ್ಯಕ್ಷರು ನೆರವೇರಿಸಲಿದ್ದಾರೆ. ಮುಖ್ಯ ಅತಿಥಿಗಳಾಗಿ ಮಾಜಿ ಸಚಿವ ಜೆ.ಸಿ.ಮಾಧುಸ್ವಾಮಿ, ಮಾಜಿ ಶಾಸಕ ಕೆ.ಎಸ್.ಕಿರಣ್ ಕುಮಾರ್ ಆಗಮಿಸಲಿದ್ದಾರೆ. <box>788 913 963 1116</box>
lead-headline-line2: ಮಕ್ಕಳ ಕೈಯಲ್ಲಿ ಅರಳಿದ ಚಿತ್ರ ಚಿತ್ತಾರ <box>56 193 885 272</box>
literature-body-mid: ಸಾಧ್ಯವಾಗುತ್ತದೆ ಎಂದು ಹೇಳಿದರು. ಗ್ರಾಮೀಣ ಭಾಗದ ಜನರು ಸಾಹಿತ್ಯ ಅಭಿರುಚಿ ಬೆಳೆಸಿಕೊಳ್ಳಬೇಕು. ಕನ್ನಡ ಸಾಹಿತ್ಯ ಅತ್ಯಂತ ಶ್ರೀಮಂತವಾದದ್ದು. ಕನ್ನಡಕ್ಕೆ ಎಂಟು ಜ್ಞಾನಪೀಠ ಪ್ರಶಸ್ತಿಗಳು ದೊರೆತಿವೆ. ಸಾಹಿತ್ಯ ಕ್ಷೇತ್ರದಲ್ಲಿ ಯುವಕರು ತೊಡಗಿಸಿಕೊಳ್ಳುವ ಮೂಲಕ ಕನ್ನಡ ಭಾಷೆಯನ್ನು ಉಳಿಸಿ ಬೆಳೆಸಬೇಕು. ಸಾಹಿತ್ಯ ಸಮ್ಮೇಳನಗಳ ಮೂಲಕ ಕನ್ನಡ ನಾಡು ನುಡಿಯ ಬಗ್ಗೆ ಜಾಗೃತಿ ಮೂಡಿಸಬೇಕು. ರಂಗಭೂಮಿ ಮತ್ತು ಸಾಹಿತ್ಯಕ್ಕೆ ಗುಬ್ಬಿ ವೀರಣ್ಣನವರ ಕೊಡುಗೆ ಅಪಾರ ಎಂದು ಸ್ಮರಿಸಿದರು. ಪ್ರಶಸ್ತಿ ಪುರಸ್ಕೃತರ ಹೆಸರುಗಳನ್ನು ವೇದಿಕೆಯಲ್ಲಿ ಘೋಷಿಸಲಾಯಿತು. ಕಾರ್ಯಕ್ರಮದಲ್ಲಿ ಜಿಲ್ಲೆಯ ಸಾಹಿತಿಗಳು, ಕಲಾವಿದರು ಮತ್ತು ಗಣ್ಯರು ಭಾಗವಹಿಸಿದ್ದರು. <box>676 1972 892 2157</box>
sports-story <box>56 1500 396 1605</box>
masthead-rule <box>52 97 1493 100</box>
section-rule-4 <box>403 1735 1493 1737</box>
literature-story <box>409 1740 1491 1808</box>
women-body-left: ತುಮಕೂರು: ರಾಜ್ಯ ಮಹಿಳಾ ಅಭಿವೃದ್ಧಿ ನಿಗಮ ಹಾಗೂ ಮಹಿಳಾ ಮತ್ತು ಮಕ್ಕಳ ಅಭಿವೃದ್ಧಿ ಇಲಾಖೆಯ ಸಹಯೋಗದಲ್ಲಿ 2025-26ನೇ ಸಾಲಿನಲ್ಲಿ ಉದ್ಯೋಗಿನಿ ಯೋಜನೆಯಡಿ ಮಹಿಳೆಯರು ಸ್ವಯಂ ಉದ್ಯೋಗ ಕೈಗೊಳ್ಳಲು ಆರ್ಥಿಕ ನೆರವು ನೀಡಲು ಅರ್ಹ ಮಹಿಳಾ ಫಲಾನುಭವಿಗಳಿಂದ ಆನ್ ಲೈನ್ ಮೂಲಕ ಅರ್ಜಿ ಆಹ್ವಾನಿಸಲಾಗಿದೆ. ಉದ್ಯೋಗಿನಿ ಯೋಜನೆಯಡಿ 18-55 ವರ್ಷದೊಳಗಿನ ಮಹಿಳೆಯರಿಗೆ ವಾಣಿಜ್ಯ ಬ್ಯಾಂಕ್, ಗ್ರಾಮೀಣ ಬ್ಯಾಂಕ್, ಸಹಕಾರಿ ಬ್ಯಾಂಕ್ ಹಾಗೂ ಇತರೆ ಹಣಕಾಸು ಸಂಸ್ಥೆಗಳ ಮೂಲಕ ಸಾಲ ಸೌಲಭ್ಯ ಕಲ್ಪಿಸಲಾಗುತ್ತದೆ. ಸಾಮಾನ್ಯ ವರ್ಗದ ಮಹಿಳೆಯರಿಗೆ ಘಟಕ ವೆಚ್ಚದ ಶೇ.30ರಷ್ಟು ಸಹಾಯಧನ ನೀಡಲಾಗುವುದು. ಪರಿಶಿಷ್ಟ ಜಾತಿ, ಪರಿಶಿಷ್ಟ ಪಂಗಡದ ಮಹಿಳೆಯರಿಗೆ ಗರಿಷ್ಠ 1,50,000 ರೂ. ಅಥವಾ ಶೇ.50ರಷ್ಟು ಸಹಾಯಧನ ನೀಡಲಾಗುವುದು. ಕುಟುಂಬದ ವಾರ್ಷಿಕ ಆದಾಯ 2,00,000 ರೂ. ಮೀರಿರಬಾರದು. ಯೋಜನೆಯ ಅವಧಿ 18-60 ವರ್ಷ. <box>409 1364 775 1514</box>
literature-body-mid2: ಚಂದ್ರಶೇಖರ್ ಕಂಬಾರ, ಕರ್ನಾಟಕ ಸಾಹಿತ್ಯ ಅಕಾಡೆಮಿ ಅಧ್ಯಕ್ಷ ಎಲ್.ಎನ್. ಮುಕುಂದರಾಜ್, ಕನ್ನಡ ಸಾಹಿತ್ಯ ಅಕಾಡೆಮಿ ರಿಜಿಸ್ಟ್ರಾರ್ ಕರಿಯಪ್ಪ, ಸಾಹಿತ್ಯ ಅಕಾಡೆಮಿ ಸದಸ್ಯರು ಸೇರಿದಂತೆ ಹಲವರು ಉಪಸ್ಥಿತರಿದ್ದರು. 2024ನೇ ವರ್ಷದ ಗೌರವ ಪ್ರಶಸ್ತಿ: ಡಾ. ಎಂ.ಬಸವಣ್ಣ, ಡಾ.ವಿಜಯಾ ದಬ್ಬೆ, ಶ್ರೀಕೃಷ್ಣ ಆಲನಹಳ್ಳಿ, ಡಾ.ವಿಠ್ಠಲ್ ಪೈ. ಸಾಹಿತ್ಯಶ್ರೀ ಪ್ರಶಸ್ತಿ ಪುರಸ್ಕೃತರು: ಡಾ. ಸತೀಶ ಬಡ್ಡಿ, ಡಾ. ಮಮತಾ ಜಿ.ಸಾಗರ, ಡಾ. ಗುರುಲಿಂಗಪ್ಪ ಧಬಾಲೆ, ಅಬ್ದುಲ್ ಹೈ. <box>900 1972 1112 2105</box>
section-rule-2 <box>403 1308 1493 1310</box>
sports-heading-line1: ಇಂದು ಆರೋಗ್ಯ <box>143 1505 308 1542</box>
